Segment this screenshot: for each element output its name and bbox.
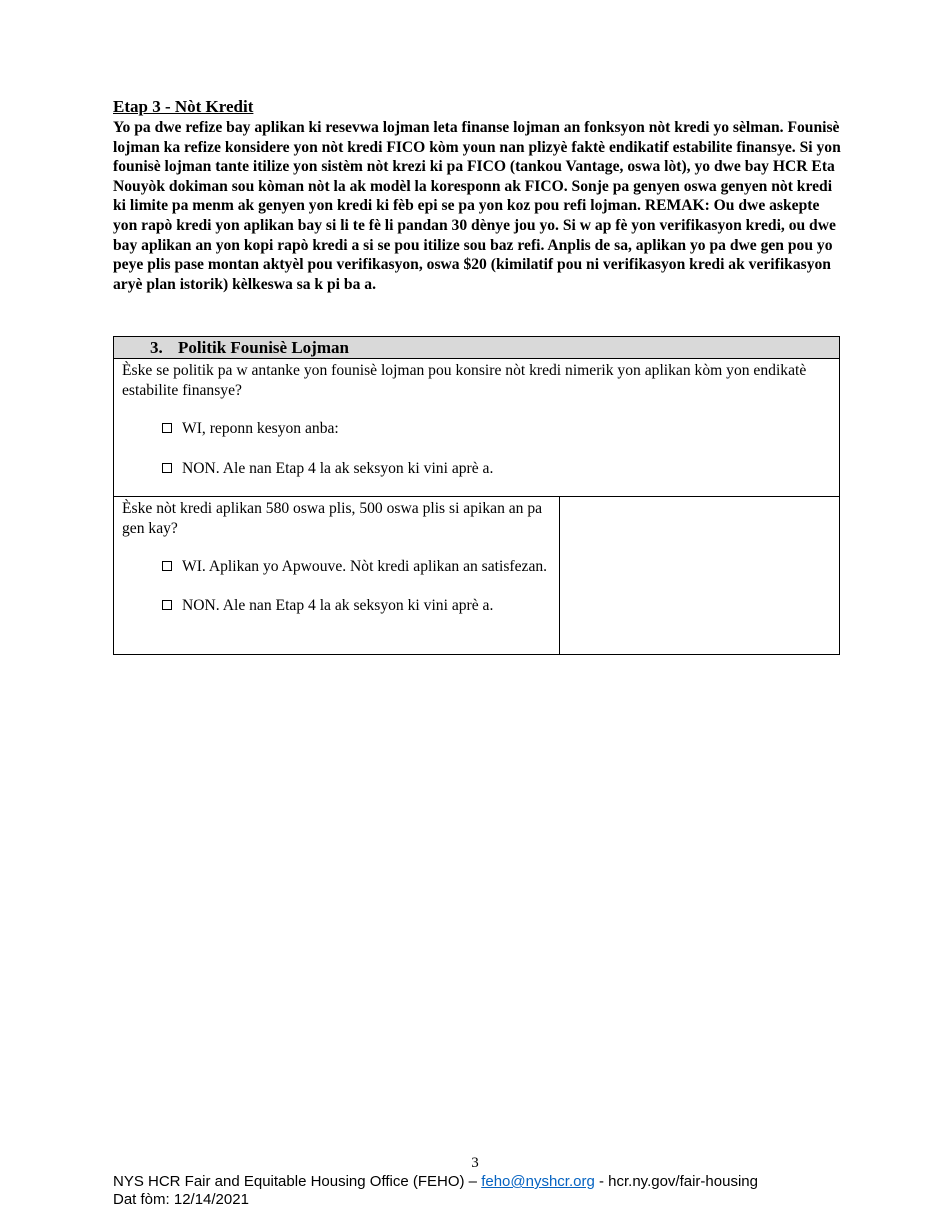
section-number: 3. [150, 338, 163, 357]
q1-option-no-label: NON. Ale nan Etap 4 la ak seksyon ki vini aprè a. [182, 459, 494, 477]
answer-cell[interactable] [560, 497, 840, 655]
q2-option-yes-label: WI. Aplikan yo Apwouve. Nòt kredi aplikan an satisfezan. [182, 558, 548, 576]
checkbox-icon[interactable] [162, 561, 172, 571]
question-1-text: Èske se politik pa w antanke yon founisè lojman pou konsire nòt kredi nimerik yon aplikan kòm yon endikatè estabilite finansye? [122, 362, 807, 399]
q1-option-yes-label: WI, reponn kesyon anba: [182, 420, 339, 438]
question-2-text: Èske nòt kredi aplikan 580 oswa plis, 500 oswa plis si apikan an pa gen kay? [122, 500, 543, 537]
checkbox-icon[interactable] [162, 423, 172, 433]
step-3-section [113, 97, 839, 294]
footer-date: Dat fòm: 12/14/2021 [113, 1191, 249, 1208]
question-2-cell [114, 497, 560, 655]
question-1-cell [114, 359, 840, 497]
page-number: 3 [471, 1155, 479, 1171]
footer-email-link[interactable]: feho@nyshcr.org [481, 1173, 595, 1190]
policy-table [113, 336, 840, 655]
section-header [114, 337, 840, 359]
q1-option-no[interactable] [114, 459, 839, 479]
q1-option-yes[interactable] [114, 419, 839, 439]
footer-site: - hcr.ny.gov/fair-housing [599, 1173, 758, 1190]
intro-paragraph: Yo pa dwe refize bay aplikan ki resevwa lojman leta finanse lojman an fonksyon nòt kredi yo sèlman. Founisè lojman ka refize konsidere yon nòt kredi FICO kòm youn nan plizyè faktè endikatif estabilite finansye. Si yon founisè lojman tante itilize yon sistèm nòt krezi ki pa FICO (tankou Vantage, oswa lòt), yo dwe bay HCR Eta Nouyòk dokiman sou kòman nòt la ak modèl la koresponn ak FICO. Sonje pa genyen oswa genyen nòt kredi ki limite pa menm ak genyen yon kredi ki fèb epi se pa yon koz pou refi lojman. REMAK: Ou dwe askepte yon rapò kredi yon aplikan bay si li te fè li pandan 30 dènye jou yo. Si w ap fè yon verifikasyon kredi, ou dwe bay aplikan an yon kopi rapò kredi a si se pou itilize sou baz refi. Anplis de sa, aplikan yo pa dwe gen pou yo peye plis pase montan aktyèl pou verifikasyon, oswa $20 (kimilatif pou ni verifikasyon kredi ak verifikasyon aryè plan istorik) kèlkeswa sa k pi ba a. [113, 119, 841, 293]
q2-option-no-label: NON. Ale nan Etap 4 la ak seksyon ki vini aprè a. [182, 596, 494, 614]
q2-option-yes[interactable] [114, 557, 559, 577]
step-heading: Etap 3 - Nòt Kredit [113, 97, 254, 116]
section-title: Politik Founisè Lojman [178, 338, 349, 357]
checkbox-icon[interactable] [162, 463, 172, 473]
footer-contact [113, 1173, 758, 1191]
checkbox-icon[interactable] [162, 600, 172, 610]
q2-option-no[interactable] [114, 596, 559, 616]
footer-office: NYS HCR Fair and Equitable Housing Office (FEHO) – [113, 1173, 478, 1190]
